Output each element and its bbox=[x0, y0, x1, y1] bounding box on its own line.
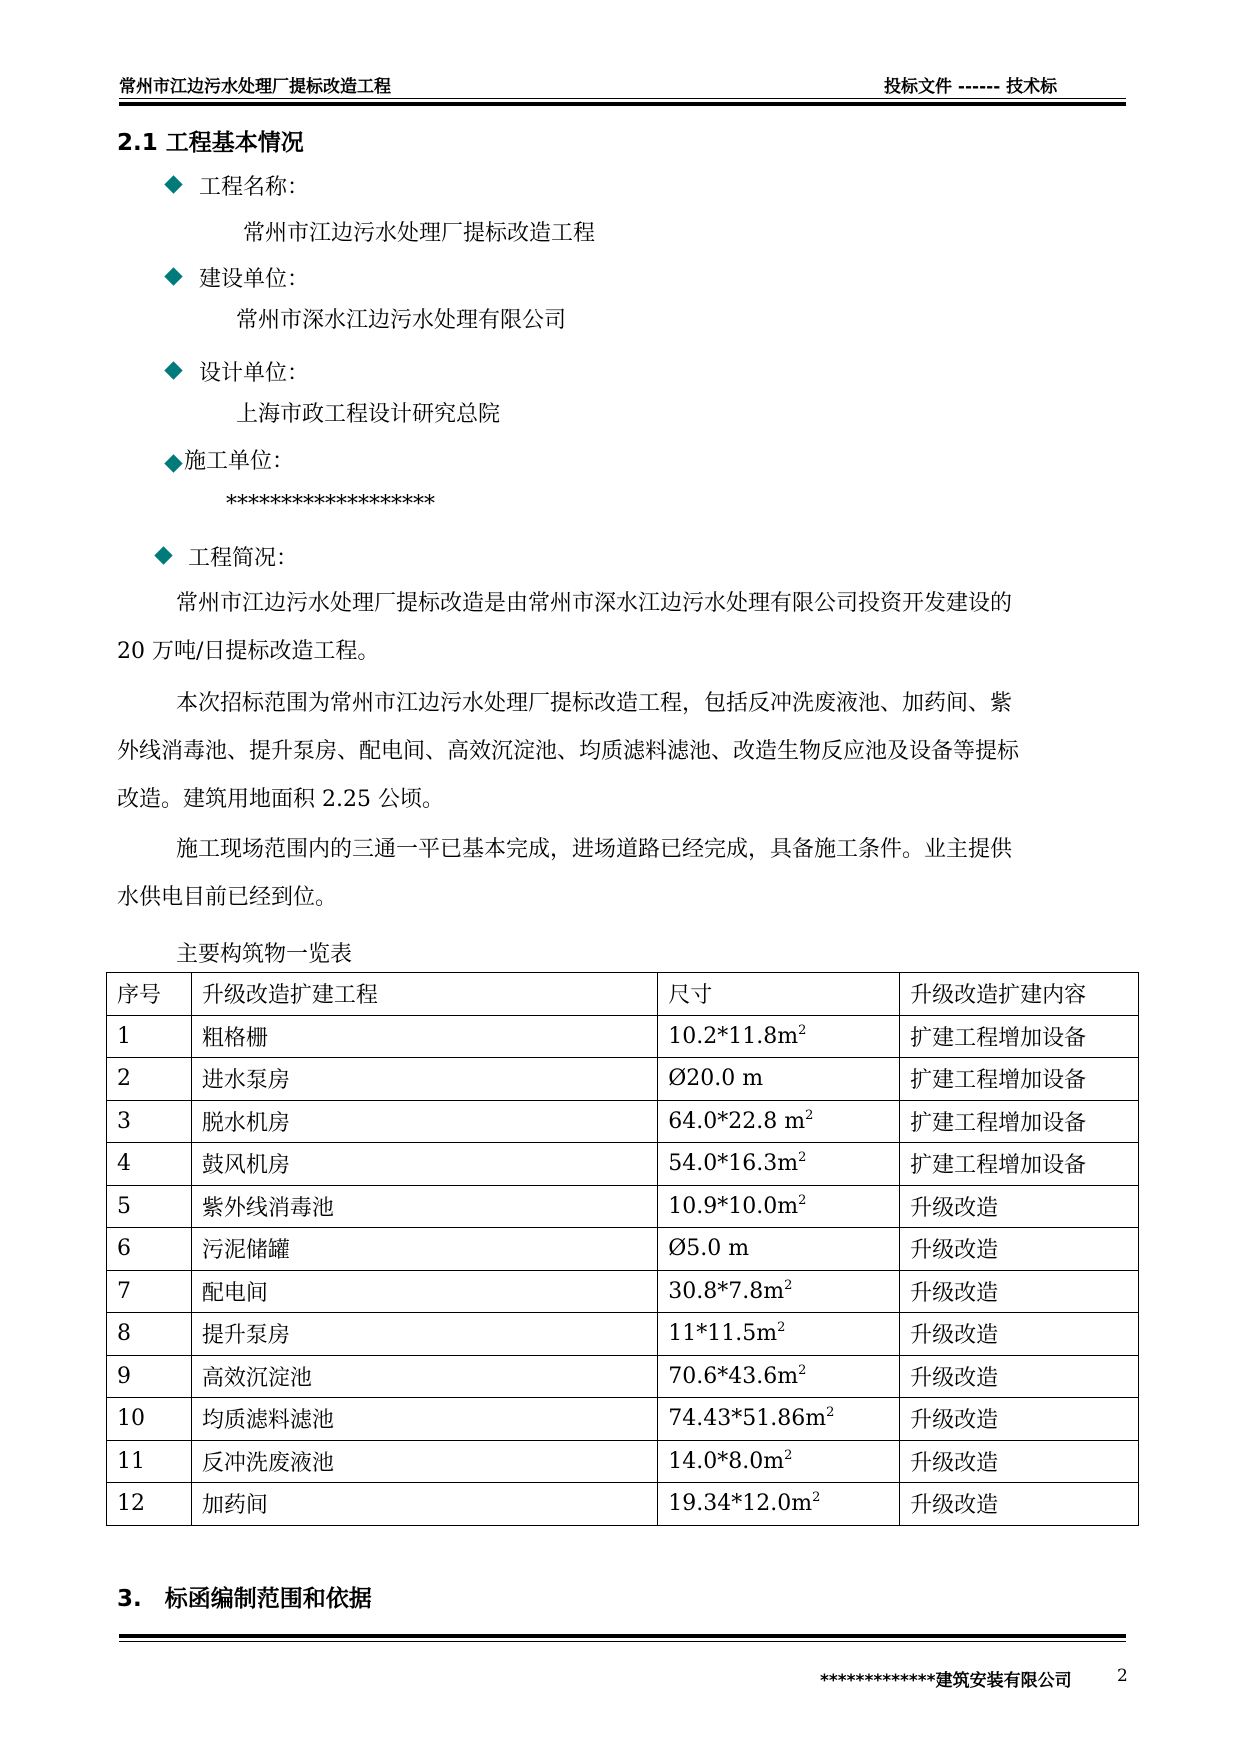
cell-content: 升级改造 bbox=[900, 1270, 1139, 1313]
cell-no: 9 bbox=[107, 1355, 192, 1398]
header-cell-content: 升级改造扩建内容 bbox=[900, 973, 1139, 1016]
cell-name: 高效沉淀池 bbox=[191, 1355, 657, 1398]
cell-name: 加药间 bbox=[191, 1483, 657, 1526]
footer-rule-thin bbox=[119, 1641, 1126, 1642]
cell-size bbox=[658, 1355, 900, 1398]
size-text: 10.2*11.8m bbox=[668, 1023, 799, 1049]
size-exponent: 2 bbox=[812, 1490, 821, 1506]
size-text: 14.0*8.0m bbox=[668, 1448, 785, 1474]
cell-size bbox=[658, 1100, 900, 1143]
cell-content: 升级改造 bbox=[900, 1313, 1139, 1356]
size-text: 70.6*43.6m bbox=[668, 1363, 799, 1389]
cell-no: 2 bbox=[107, 1058, 192, 1101]
header-cell-size: 尺寸 bbox=[658, 973, 900, 1016]
cell-content: 升级改造 bbox=[900, 1228, 1139, 1271]
bullet-diamond-icon bbox=[164, 454, 182, 472]
paragraph-line: 施工现场范围内的三通一平已基本完成，进场道路已经完成，具备施工条件。业主提供 bbox=[176, 837, 1013, 862]
cell-content: 扩建工程增加设备 bbox=[900, 1015, 1139, 1058]
size-exponent: 2 bbox=[784, 1447, 793, 1463]
size-exponent: 2 bbox=[798, 1022, 807, 1038]
project-name-label: 工程名称： bbox=[199, 175, 310, 200]
paragraph-line: 水供电目前已经到位。 bbox=[117, 885, 338, 910]
table-row bbox=[107, 1015, 1139, 1058]
cell-size bbox=[658, 1270, 900, 1313]
cell-no: 10 bbox=[107, 1398, 192, 1441]
table-row bbox=[107, 1270, 1139, 1313]
cell-no: 11 bbox=[107, 1440, 192, 1483]
designer-value: 上海市政工程设计研究总院 bbox=[236, 402, 501, 427]
designer-label: 设计单位： bbox=[199, 361, 310, 386]
cell-name: 脱水机房 bbox=[191, 1100, 657, 1143]
overview-label: 工程简况： bbox=[188, 546, 299, 571]
table-row bbox=[107, 1058, 1139, 1101]
header-cell-name: 升级改造扩建工程 bbox=[191, 973, 657, 1016]
table-row bbox=[107, 1313, 1139, 1356]
bullet-diamond-icon bbox=[164, 361, 182, 379]
table-row bbox=[107, 1185, 1139, 1228]
section-heading-2-1: 2.1 工程基本情况 bbox=[117, 130, 304, 156]
structures-table bbox=[106, 972, 1139, 1526]
size-text: Ø20.0 m bbox=[668, 1066, 764, 1092]
cell-size bbox=[658, 1440, 900, 1483]
size-text: 64.0*22.8 m bbox=[668, 1108, 806, 1134]
cell-name: 粗格栅 bbox=[191, 1015, 657, 1058]
table-row bbox=[107, 1228, 1139, 1271]
size-exponent: 2 bbox=[826, 1405, 835, 1421]
cell-size bbox=[658, 1015, 900, 1058]
size-text: 74.43*51.86m bbox=[668, 1406, 827, 1432]
cell-content: 扩建工程增加设备 bbox=[900, 1058, 1139, 1101]
cell-name: 反冲洗废液池 bbox=[191, 1440, 657, 1483]
cell-size bbox=[658, 1398, 900, 1441]
table-row bbox=[107, 1440, 1139, 1483]
size-exponent: 2 bbox=[798, 1150, 807, 1166]
table-row bbox=[107, 1143, 1139, 1186]
size-text: 10.9*10.0m bbox=[668, 1193, 799, 1219]
paragraph-line: 改造。建筑用地面积 2.25 公顷。 bbox=[117, 787, 444, 812]
overview-paragraph-3 bbox=[117, 826, 1012, 922]
contractor-value: ******************* bbox=[226, 492, 435, 517]
cell-content: 升级改造 bbox=[900, 1185, 1139, 1228]
size-text: 11*11.5m bbox=[668, 1321, 778, 1347]
header-document-type: 投标文件 ------ 技术标 bbox=[884, 77, 1058, 97]
cell-name: 鼓风机房 bbox=[191, 1143, 657, 1186]
cell-size bbox=[658, 1313, 900, 1356]
table-row bbox=[107, 1483, 1139, 1526]
cell-name: 均质滤料滤池 bbox=[191, 1398, 657, 1441]
contractor-label: 施工单位： bbox=[184, 449, 295, 474]
size-exponent: 2 bbox=[798, 1192, 807, 1208]
cell-no: 3 bbox=[107, 1100, 192, 1143]
cell-content: 扩建工程增加设备 bbox=[900, 1143, 1139, 1186]
cell-no: 1 bbox=[107, 1015, 192, 1058]
cell-name: 提升泵房 bbox=[191, 1313, 657, 1356]
paragraph-line: 本次招标范围为常州市江边污水处理厂提标改造工程，包括反冲洗废液池、加药间、紫 bbox=[176, 691, 1013, 716]
cell-no: 12 bbox=[107, 1483, 192, 1526]
size-text: 19.34*12.0m bbox=[668, 1491, 813, 1517]
size-exponent: 2 bbox=[777, 1320, 786, 1336]
table-row bbox=[107, 1398, 1139, 1441]
cell-no: 4 bbox=[107, 1143, 192, 1186]
project-name-value: 常州市江边污水处理厂提标改造工程 bbox=[243, 221, 596, 246]
size-text: 30.8*7.8m bbox=[668, 1278, 785, 1304]
cell-size bbox=[658, 1185, 900, 1228]
header-rule-thin bbox=[119, 98, 1126, 99]
size-exponent: 2 bbox=[784, 1277, 793, 1293]
cell-no: 5 bbox=[107, 1185, 192, 1228]
header-cell-no: 序号 bbox=[107, 973, 192, 1016]
footer-rule-thick bbox=[119, 1634, 1126, 1638]
section-heading-3: 3. 标函编制范围和依据 bbox=[117, 1586, 372, 1612]
paragraph-line: 常州市江边污水处理厂提标改造是由常州市深水江边污水处理有限公司投资开发建设的 bbox=[176, 591, 1013, 616]
cell-name: 污泥储罐 bbox=[191, 1228, 657, 1271]
cell-size bbox=[658, 1228, 900, 1271]
header-rule-thick bbox=[119, 102, 1126, 106]
bullet-diamond-icon bbox=[164, 175, 182, 193]
size-exponent: 2 bbox=[805, 1107, 814, 1123]
cell-content: 升级改造 bbox=[900, 1398, 1139, 1441]
paragraph-line: 20 万吨/日提标改造工程。 bbox=[117, 639, 380, 664]
bullet-diamond-icon bbox=[154, 546, 172, 564]
table-row bbox=[107, 1100, 1139, 1143]
cell-name: 配电间 bbox=[191, 1270, 657, 1313]
table-caption: 主要构筑物一览表 bbox=[176, 942, 353, 967]
table-header-row bbox=[107, 973, 1139, 1016]
bullet-diamond-icon bbox=[164, 267, 182, 285]
size-text: Ø5.0 m bbox=[668, 1236, 750, 1262]
page-number: 2 bbox=[1117, 1666, 1128, 1686]
cell-name: 进水泵房 bbox=[191, 1058, 657, 1101]
cell-size bbox=[658, 1058, 900, 1101]
size-text: 54.0*16.3m bbox=[668, 1151, 799, 1177]
owner-value: 常州市深水江边污水处理有限公司 bbox=[236, 308, 567, 333]
paragraph-line: 外线消毒池、提升泵房、配电间、高效沉淀池、均质滤料滤池、改造生物反应池及设备等提标 bbox=[117, 739, 1020, 764]
cell-size bbox=[658, 1483, 900, 1526]
overview-paragraph-1 bbox=[117, 580, 1012, 676]
cell-name: 紫外线消毒池 bbox=[191, 1185, 657, 1228]
cell-content: 升级改造 bbox=[900, 1440, 1139, 1483]
cell-no: 6 bbox=[107, 1228, 192, 1271]
cell-size bbox=[658, 1143, 900, 1186]
header-project-title: 常州市江边污水处理厂提标改造工程 bbox=[119, 77, 391, 97]
footer-company: *************建筑安装有限公司 bbox=[820, 1671, 1072, 1691]
cell-content: 升级改造 bbox=[900, 1483, 1139, 1526]
cell-no: 8 bbox=[107, 1313, 192, 1356]
cell-content: 升级改造 bbox=[900, 1355, 1139, 1398]
overview-paragraph-2 bbox=[117, 680, 1019, 824]
cell-no: 7 bbox=[107, 1270, 192, 1313]
table-row bbox=[107, 1355, 1139, 1398]
cell-content: 扩建工程增加设备 bbox=[900, 1100, 1139, 1143]
owner-label: 建设单位： bbox=[199, 267, 310, 292]
size-exponent: 2 bbox=[798, 1362, 807, 1378]
